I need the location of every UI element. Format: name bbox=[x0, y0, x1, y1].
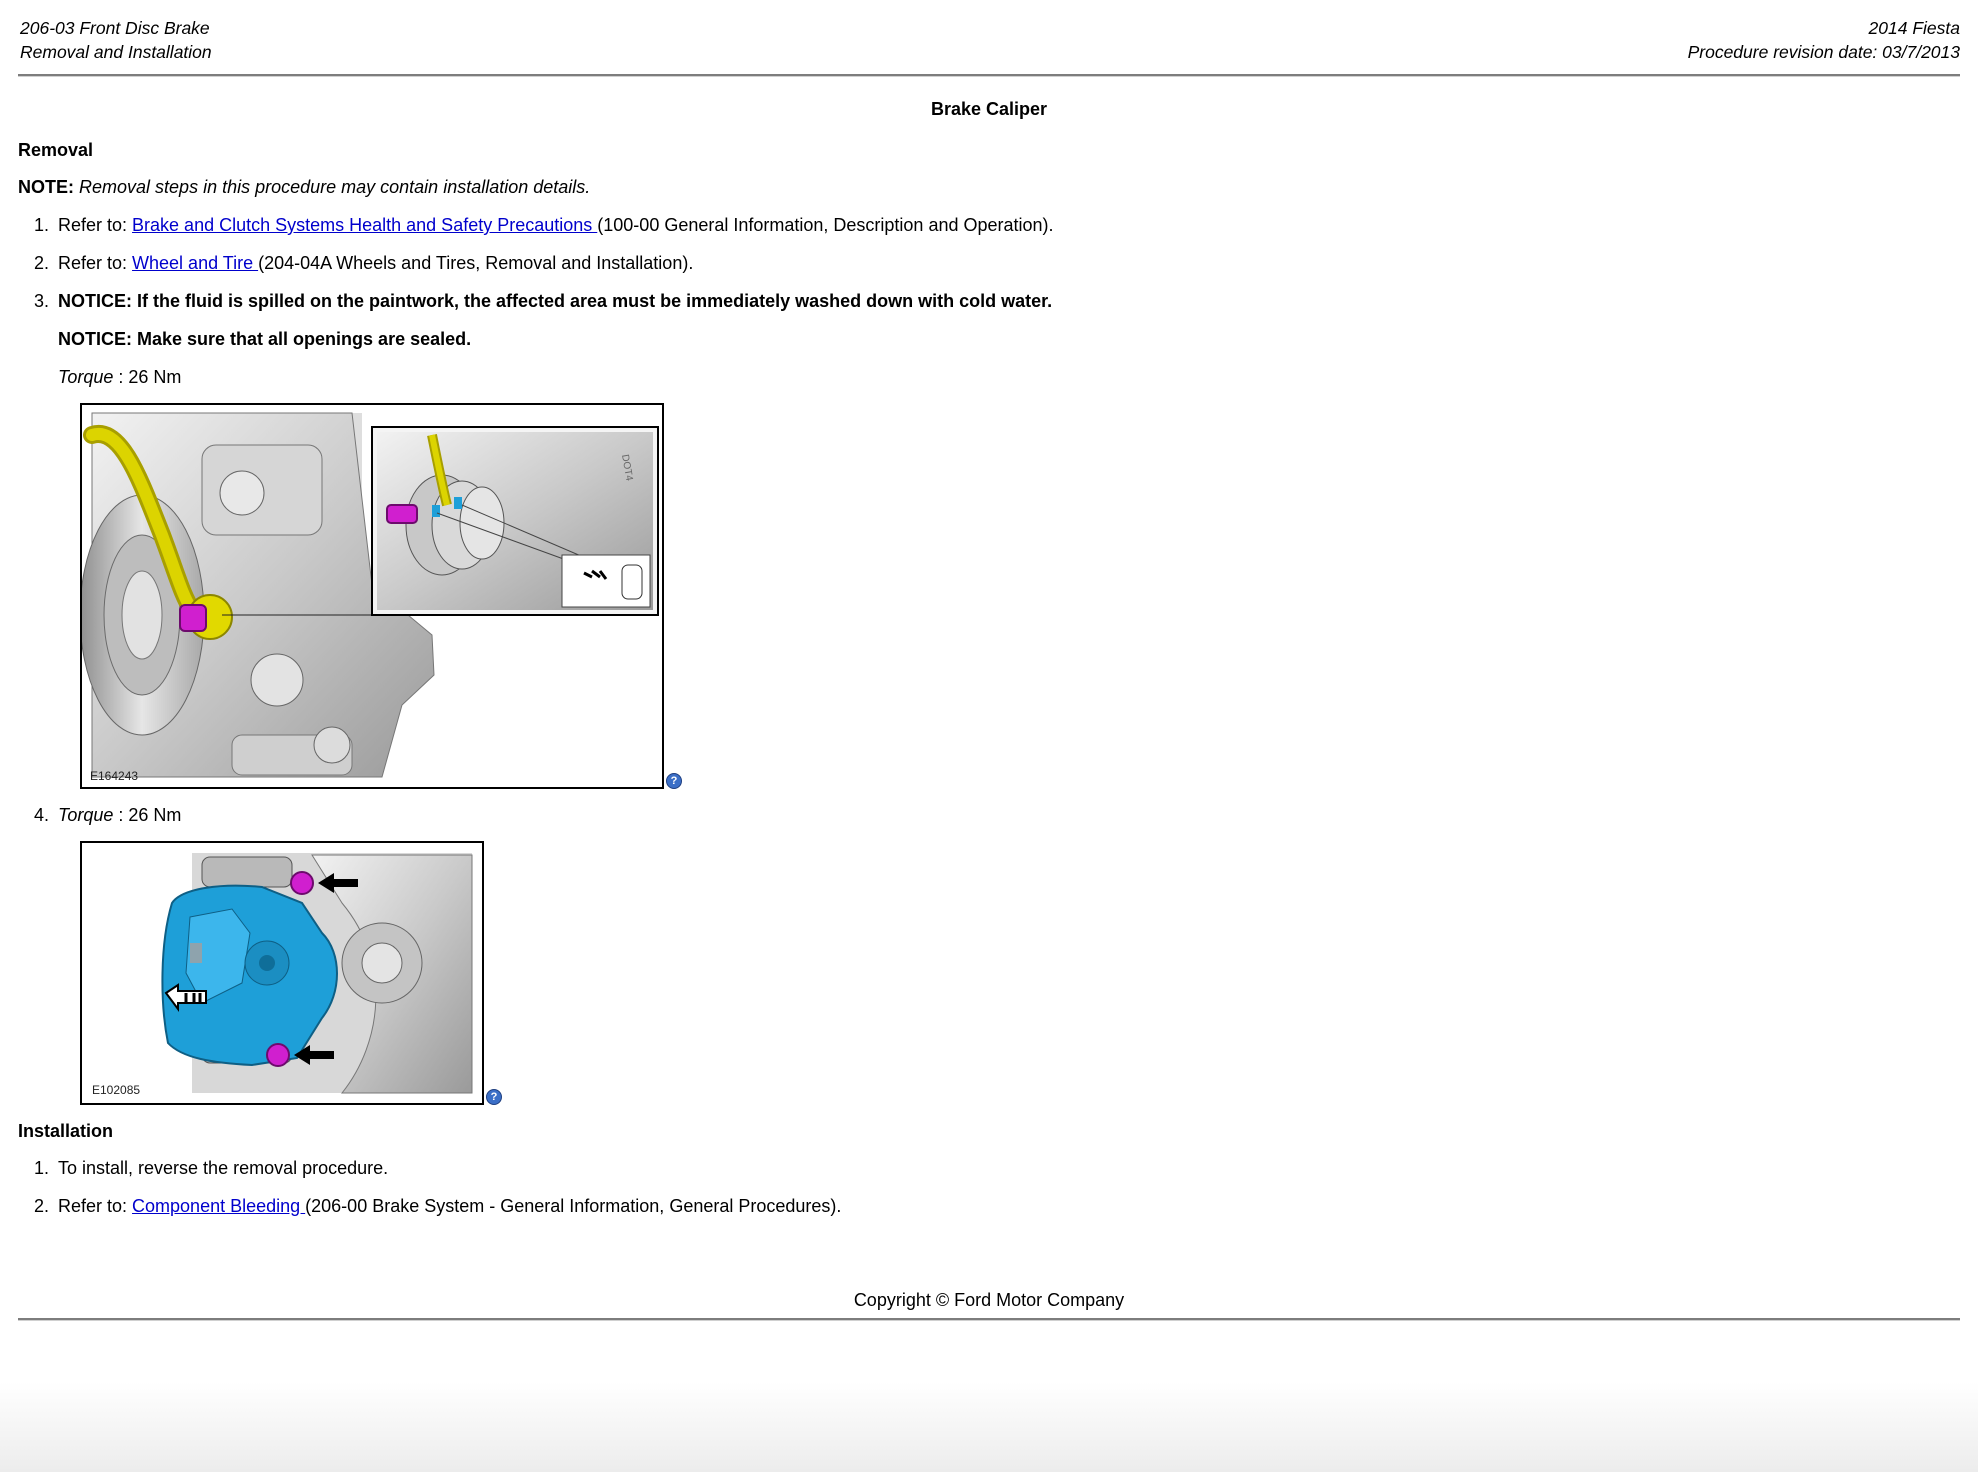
removal-heading: Removal bbox=[18, 140, 94, 160]
document-page bbox=[18, 0, 1960, 1310]
installation-step-1 bbox=[18, 1156, 1960, 1180]
note-label: NOTE: bbox=[18, 177, 74, 197]
detail-inset bbox=[372, 427, 658, 615]
torque-label: Torque bbox=[58, 805, 114, 825]
figure-brake-hose bbox=[80, 403, 678, 789]
step-suffix: (206-00 Brake System - General Information, General Procedures). bbox=[305, 1196, 842, 1216]
figure-help-icon[interactable]: ? bbox=[486, 1089, 502, 1105]
step-suffix: (100-00 General Information, Description and Operation). bbox=[597, 215, 1054, 235]
footer-divider bbox=[18, 1318, 1960, 1321]
removal-step-1 bbox=[18, 213, 1960, 237]
removal-step-4 bbox=[18, 803, 1960, 827]
copyright-text: Copyright © Ford Motor Company bbox=[853, 1290, 1125, 1310]
step-prefix: Refer to: bbox=[58, 215, 133, 235]
notice-openings-row bbox=[18, 327, 1960, 351]
brake-hose-illustration bbox=[82, 405, 662, 787]
installation-step-2 bbox=[18, 1194, 1960, 1218]
step-number: 1. bbox=[34, 1158, 50, 1178]
step-number: 2. bbox=[34, 1196, 50, 1216]
link-component-bleeding[interactable]: Component Bleeding bbox=[132, 1196, 306, 1216]
torque-value: : 26 Nm bbox=[113, 805, 182, 825]
header-divider bbox=[18, 74, 1960, 77]
notice-paintwork: NOTICE: If the fluid is spilled on the paintwork, the affected area must be immediately washed down with cold water. bbox=[58, 291, 1053, 311]
header-right bbox=[1688, 16, 1960, 64]
figure-help-icon[interactable]: ? bbox=[666, 773, 682, 789]
procedure-type: Removal and Installation bbox=[20, 42, 212, 62]
step-number: 3. bbox=[34, 291, 50, 311]
torque-value: : 26 Nm bbox=[113, 367, 182, 387]
link-wheel-and-tire[interactable]: Wheel and Tire bbox=[132, 253, 259, 273]
removal-step-2 bbox=[18, 251, 1960, 275]
page-header bbox=[18, 0, 1960, 74]
step-text: To install, reverse the removal procedure. bbox=[58, 1158, 389, 1178]
torque-row-step-3 bbox=[18, 365, 1960, 389]
link-brake-clutch-safety[interactable]: Brake and Clutch Systems Health and Safety Precautions bbox=[132, 215, 598, 235]
svg-text:DOT4: DOT4 bbox=[619, 453, 635, 482]
header-left bbox=[20, 16, 212, 64]
torque-label: Torque bbox=[58, 367, 114, 387]
page-title: Brake Caliper bbox=[930, 99, 1048, 119]
bottom-shadow bbox=[0, 1382, 1978, 1472]
figure-code: E164243 bbox=[90, 769, 139, 783]
step-suffix: (204-04A Wheels and Tires, Removal and Installation). bbox=[258, 253, 694, 273]
note-text: Removal steps in this procedure may contain installation details. bbox=[79, 177, 591, 197]
step-number: 1. bbox=[34, 215, 50, 235]
figure-code: E102085 bbox=[92, 1083, 141, 1097]
step-prefix: Refer to: bbox=[58, 1196, 133, 1216]
installation-heading: Installation bbox=[18, 1121, 114, 1141]
removal-note bbox=[18, 175, 1960, 199]
caliper-illustration bbox=[82, 843, 482, 1103]
notice-openings: NOTICE: Make sure that all openings are sealed. bbox=[58, 329, 472, 349]
figure-caliper-bolts bbox=[80, 841, 498, 1105]
section-code: 206-03 Front Disc Brake bbox=[20, 18, 210, 38]
step-number: 2. bbox=[34, 253, 50, 273]
vehicle-model: 2014 Fiesta bbox=[1868, 18, 1960, 38]
revision-date: Procedure revision date: 03/7/2013 bbox=[1687, 42, 1960, 62]
removal-step-3 bbox=[18, 289, 1960, 313]
step-number: 4. bbox=[34, 805, 50, 825]
step-prefix: Refer to: bbox=[58, 253, 133, 273]
